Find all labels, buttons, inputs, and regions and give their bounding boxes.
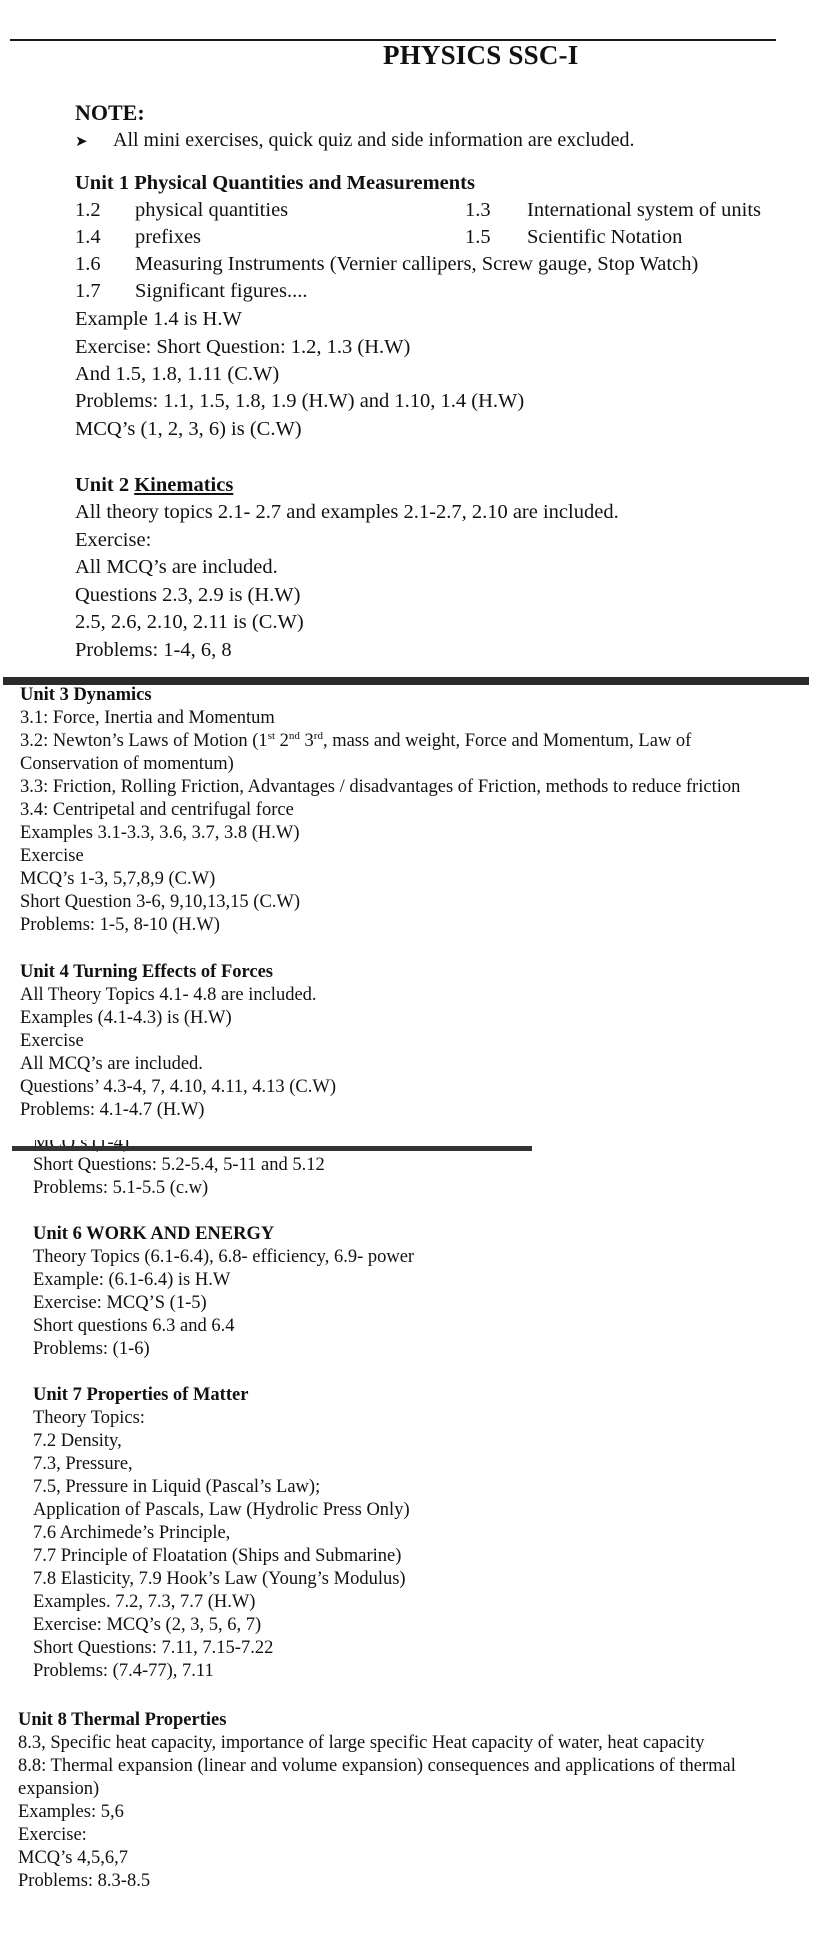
unit2-line: All MCQ’s are included. xyxy=(75,556,278,578)
unit7-line: Examples. 7.2, 7.3, 7.7 (H.W) xyxy=(33,1592,256,1612)
unit1-topic-row: 1.6 Measuring Instruments (Vernier callipers, Screw gauge, Stop Watch) xyxy=(75,253,699,275)
unit7-line: 7.6 Archimede’s Principle, xyxy=(33,1523,231,1543)
unit8-heading: Unit 8 Thermal Properties xyxy=(18,1710,227,1730)
unit7-line: Exercise: MCQ’s (2, 3, 5, 6, 7) xyxy=(33,1615,262,1635)
unit4-line: Problems: 4.1-4.7 (H.W) xyxy=(20,1100,205,1120)
unit3-heading: Unit 3 Dynamics xyxy=(20,685,152,705)
unit1-heading: Unit 1 Physical Quantities and Measurements xyxy=(75,172,475,194)
unit1-topic-row: 1.2 physical quantities 1.3 International system of units xyxy=(75,199,761,221)
unit7-line: 7.8 Elasticity, 7.9 Hook’s Law (Young’s Modulus) xyxy=(33,1569,406,1589)
unit1-line: Exercise: Short Question: 1.2, 1.3 (H.W) xyxy=(75,336,411,358)
unit3-line: Conservation of momentum) xyxy=(20,754,234,774)
unit1-line: Problems: 1.1, 1.5, 1.8, 1.9 (H.W) and 1.10, 1.4 (H.W) xyxy=(75,390,525,412)
unit4-line: Examples (4.1-4.3) is (H.W) xyxy=(20,1008,232,1028)
unit3-line: Short Question 3-6, 9,10,13,15 (C.W) xyxy=(20,892,301,912)
unit5-line: Problems: 5.1-5.5 (c.w) xyxy=(33,1178,209,1198)
unit7-line: 7.2 Density, xyxy=(33,1431,122,1451)
unit1-line: And 1.5, 1.8, 1.11 (C.W) xyxy=(75,363,280,385)
unit7-line: Application of Pascals, Law (Hydrolic Press Only) xyxy=(33,1500,410,1520)
unit1-topic-row: 1.4 prefixes 1.5 Scientific Notation xyxy=(75,226,683,248)
unit3-line: MCQ’s 1-3, 5,7,8,9 (C.W) xyxy=(20,869,216,889)
note-text: All mini exercises, quick quiz and side information are excluded. xyxy=(113,129,635,151)
unit8-line: expansion) xyxy=(18,1779,100,1799)
unit1-line: MCQ’s (1, 2, 3, 6) is (C.W) xyxy=(75,418,302,440)
unit1-line: Example 1.4 is H.W xyxy=(75,308,242,330)
note-bullet xyxy=(75,129,635,152)
page-segment-2 xyxy=(0,685,836,1125)
unit8-line: MCQ’s 4,5,6,7 xyxy=(18,1848,128,1868)
unit6-heading: Unit 6 WORK AND ENERGY xyxy=(33,1224,275,1244)
unit3-line: 3.3: Friction, Rolling Friction, Advantages / disadvantages of Friction, methods to reduce friction xyxy=(20,777,741,797)
unit3-line: Examples 3.1-3.3, 3.6, 3.7, 3.8 (H.W) xyxy=(20,823,300,843)
unit7-line: Short Questions: 7.11, 7.15-7.22 xyxy=(33,1638,274,1658)
unit2-line: 2.5, 2.6, 2.10, 2.11 is (C.W) xyxy=(75,611,304,633)
unit8-line: Problems: 8.3-8.5 xyxy=(18,1871,151,1891)
note-label: NOTE: xyxy=(75,100,145,125)
unit3-line: Exercise xyxy=(20,846,84,866)
unit4-line: All Theory Topics 4.1- 4.8 are included. xyxy=(20,985,317,1005)
unit2-line: Exercise: xyxy=(75,529,152,551)
unit6-line: Example: (6.1-6.4) is H.W xyxy=(33,1270,231,1290)
page-divider xyxy=(12,1146,532,1151)
unit4-line: Exercise xyxy=(20,1031,84,1051)
page-title: PHYSICS SSC-I xyxy=(383,40,579,70)
unit7-line: Theory Topics: xyxy=(33,1408,145,1428)
unit2-heading: Unit 2 Kinematics xyxy=(75,474,234,496)
unit4-heading: Unit 4 Turning Effects of Forces xyxy=(20,962,274,982)
unit7-line: 7.5, Pressure in Liquid (Pascal’s Law); xyxy=(33,1477,321,1497)
unit7-line: 7.3, Pressure, xyxy=(33,1454,133,1474)
unit3-line: 3.4: Centripetal and centrifugal force xyxy=(20,800,294,820)
arrow-bullet-icon: ➤ xyxy=(75,134,88,150)
unit2-line: Questions 2.3, 2.9 is (H.W) xyxy=(75,584,301,606)
unit5-line: Short Questions: 5.2-5.4, 5-11 and 5.12 xyxy=(33,1155,325,1175)
unit8-line: 8.8: Thermal expansion (linear and volume expansion) consequences and applications of thermal xyxy=(18,1756,736,1776)
unit3-line: 3.2: Newton’s Laws of Motion (1st 2nd 3rd, mass and weight, Force and Momentum, Law of xyxy=(20,729,692,751)
unit6-line: Exercise: MCQ’S (1-5) xyxy=(33,1293,207,1313)
page-divider xyxy=(3,677,809,685)
unit1-topic-row: 1.7 Significant figures.... xyxy=(75,280,308,302)
unit6-line: Theory Topics (6.1-6.4), 6.8- efficiency, 6.9- power xyxy=(33,1247,415,1267)
unit4-line: Questions’ 4.3-4, 7, 4.10, 4.11, 4.13 (C.W) xyxy=(20,1077,337,1097)
unit6-line: Short questions 6.3 and 6.4 xyxy=(33,1316,235,1336)
unit6-line: Problems: (1-6) xyxy=(33,1339,150,1359)
unit8-line: 8.3, Specific heat capacity, importance of large specific Heat capacity of water, heat capacity xyxy=(18,1733,705,1753)
unit2-line: Problems: 1-4, 6, 8 xyxy=(75,639,232,661)
unit7-line: 7.7 Principle of Floatation (Ships and Submarine) xyxy=(33,1546,402,1566)
page-segment-3 xyxy=(0,1140,836,1940)
unit7-line: Problems: (7.4-77), 7.11 xyxy=(33,1661,214,1681)
unit4-line: All MCQ’s are included. xyxy=(20,1054,203,1074)
unit2-line: All theory topics 2.1- 2.7 and examples 2.1-2.7, 2.10 are included. xyxy=(75,501,619,523)
unit3-line: Problems: 1-5, 8-10 (H.W) xyxy=(20,915,220,935)
unit3-line: 3.1: Force, Inertia and Momentum xyxy=(20,708,275,728)
page-segment-1 xyxy=(0,0,836,680)
unit8-line: Examples: 5,6 xyxy=(18,1802,124,1822)
unit7-heading: Unit 7 Properties of Matter xyxy=(33,1385,249,1405)
unit8-line: Exercise: xyxy=(18,1825,87,1845)
